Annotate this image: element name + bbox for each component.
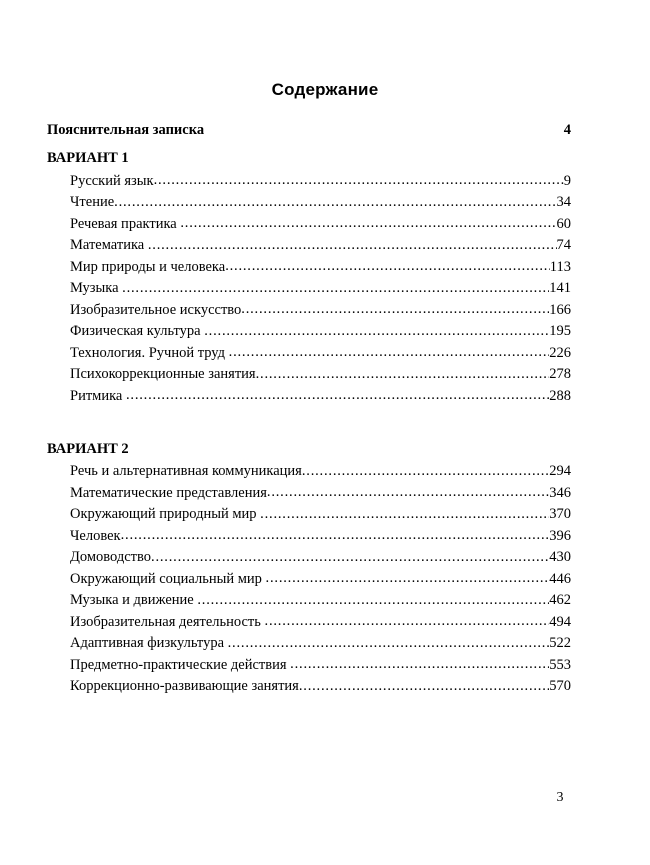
toc-sections [47,142,571,697]
toc-entry-page: 396 [549,527,571,544]
dot-leader [122,278,549,293]
toc-entry-page: 462 [549,592,571,608]
toc-entry-label: Технология. Ручной труд [70,344,226,361]
dot-leader [225,256,550,271]
toc-entry[interactable] [70,170,571,192]
dot-leader [256,364,550,379]
toc-entry[interactable] [70,504,571,526]
toc-entry-page: 294 [549,463,571,479]
toc-entry-page: 346 [549,484,571,501]
toc-entry-label: Адаптивная физкультура [70,635,224,651]
toc-entry-label: Речевая практика [70,215,177,232]
toc-entry-page: 34 [556,194,571,210]
toc-entry-page: 141 [549,280,571,296]
toc-entry-label: Домоводство [70,549,152,565]
dot-leader [299,676,549,691]
dot-leader [267,482,549,497]
dot-leader [197,590,549,605]
toc-entry[interactable] [70,278,571,300]
toc-entry[interactable] [70,364,571,386]
toc-entry-label: Пояснительная записка [47,122,205,138]
dot-leader [265,611,550,626]
toc-entry-page: 166 [549,301,571,318]
toc-entry[interactable] [70,192,571,214]
toc-entry-preface[interactable] [47,118,571,142]
toc-entry-label: Мир природы и человека [70,258,226,275]
toc-entry[interactable] [70,235,571,257]
toc-entry-label: Окружающий природный мир [70,506,257,522]
toc-entry[interactable] [70,525,571,547]
toc-entry-page: 226 [549,344,571,361]
toc-entry-page: 430 [549,549,571,565]
toc-entry-page: 278 [549,366,571,382]
section-spacer [47,407,571,438]
dot-leader [302,461,549,476]
toc-entry-label: Физическая культура [70,323,201,339]
toc-entry-label: Изобразительное искусство [70,301,242,318]
dot-leader [266,568,550,583]
dot-leader [148,235,557,250]
toc-entry-label: Чтение [70,194,115,210]
dot-leader [241,299,549,314]
dot-leader [260,504,549,519]
toc-entry[interactable] [70,213,571,235]
toc-entry[interactable] [70,482,571,504]
toc-entry-page: 74 [556,237,571,253]
toc-entry[interactable] [70,633,571,655]
toc-entry-page: 113 [549,258,571,275]
dot-leader [126,385,549,400]
toc-entry-label: Предметно-практические действия [70,656,287,673]
toc-entry-page: 370 [549,506,571,522]
toc-entry-label: Коррекционно-развивающие занятия [70,678,299,694]
toc-entry-label: Человек [70,527,121,544]
dot-leader [154,170,564,185]
toc-entry-page: 288 [549,387,571,404]
toc-entry-label: Русский язык [70,172,154,189]
table-of-contents [47,118,571,697]
toc-entry-label: Изобразительная деятельность [70,613,261,630]
dot-leader [229,342,550,357]
toc-entry[interactable] [70,547,571,569]
toc-entry[interactable] [70,385,571,407]
dot-leader [114,192,556,207]
toc-entry[interactable] [70,676,571,698]
dot-leader [121,525,550,540]
dot-leader [228,633,550,648]
toc-entry-page: 60 [556,215,571,232]
toc-entry-label: Музыка [70,280,119,296]
page-footer [0,790,650,806]
folio-number: 3 [556,790,564,805]
toc-entry[interactable] [70,256,571,278]
toc-entry-page: 570 [549,678,571,694]
toc-entry[interactable] [70,342,571,364]
toc-entry-label: Речь и альтернативная коммуникация [70,463,302,479]
toc-entry-page: 9 [563,172,571,189]
dot-leader [180,213,556,228]
toc-entry-page: 553 [549,656,571,673]
toc-entry[interactable] [70,590,571,612]
page-title: Содержание [271,80,379,99]
dot-leader [208,120,564,135]
toc-entry-page: 494 [549,613,571,630]
toc-entry-page: 522 [549,635,571,651]
toc-entry-label: Психокоррекционные занятия [70,366,256,382]
dot-leader [204,321,549,336]
toc-entry[interactable] [70,299,571,321]
toc-entry-label: Математика [70,237,145,253]
toc-entry[interactable] [70,611,571,633]
toc-entry[interactable] [70,321,571,343]
dot-leader [290,654,549,669]
toc-section-heading: ВАРИАНТ 1 [47,150,129,166]
toc-entry-label: Музыка и движение [70,592,194,608]
toc-entry[interactable] [70,568,571,590]
toc-entry-label: Математические представления [70,484,267,501]
toc-entry-label: Ритмика [70,387,123,404]
toc-entry-page: 4 [563,122,571,138]
toc-entry-page: 195 [549,323,571,339]
toc-entry-page: 446 [549,570,571,587]
toc-entry-label: Окружающий социальный мир [70,570,262,587]
dot-leader [151,547,549,562]
toc-section-heading: ВАРИАНТ 2 [47,440,129,457]
toc-entry[interactable] [70,461,571,483]
toc-entry[interactable] [70,654,571,676]
